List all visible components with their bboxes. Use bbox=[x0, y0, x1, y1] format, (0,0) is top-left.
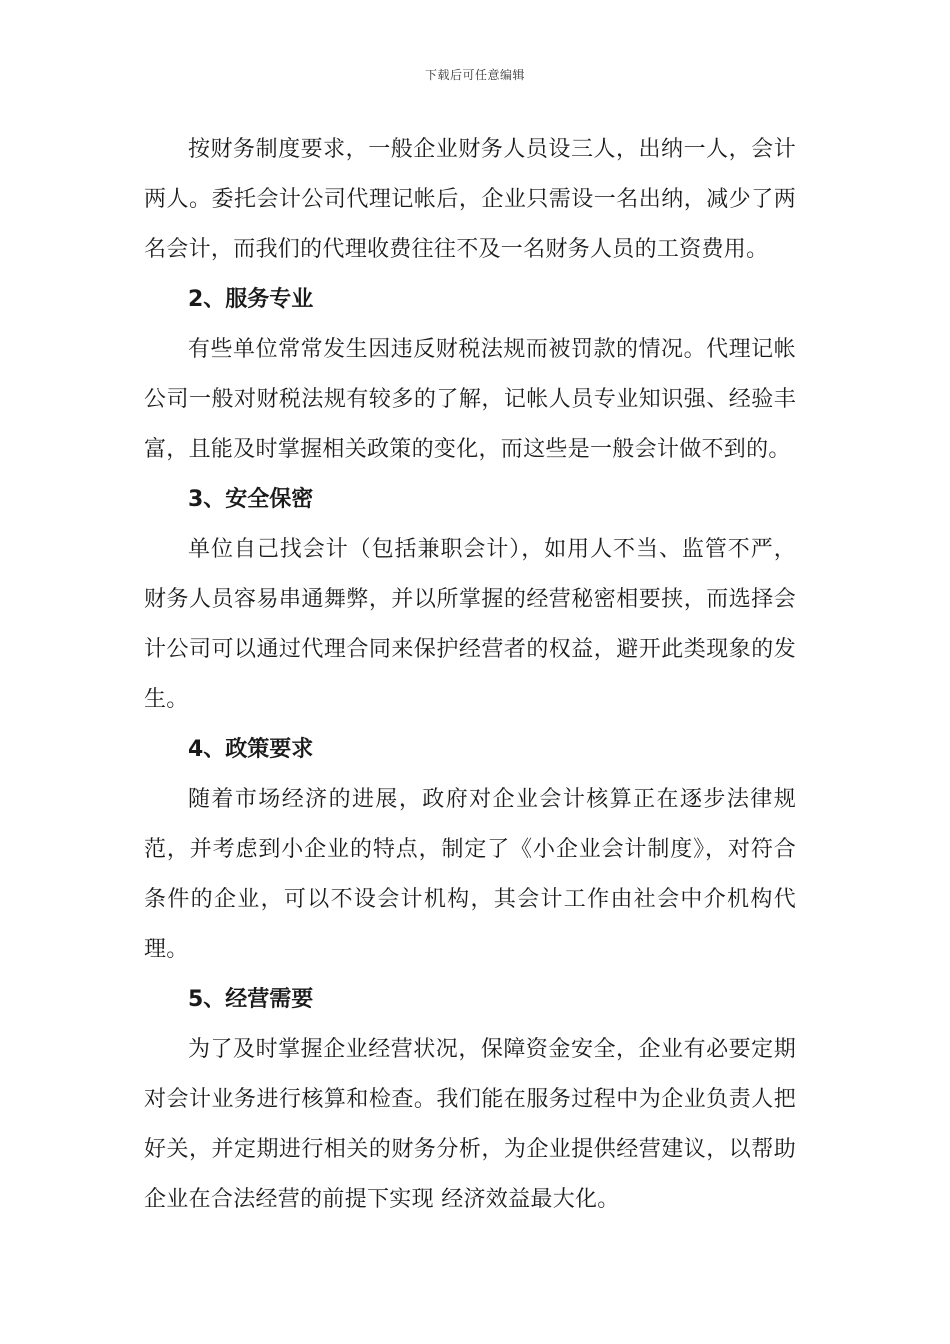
heading-security-confidentiality: 3、安全保密 bbox=[188, 487, 314, 512]
page-header-note: 下载后可任意编辑 bbox=[424, 68, 525, 82]
paragraph-policy-requirements: 随着市场经济的进展，政府对企业会计核算正在逐步法律规范，并考虑到小企业的特点，制定了《小企业会计制度》，对符合条件的企业，可以不设会计机构，其会计工作由社会中介机构代理。 bbox=[144, 787, 796, 962]
heading-business-needs: 5、经营需要 bbox=[188, 987, 314, 1012]
heading-service-professional: 2、服务专业 bbox=[188, 287, 314, 312]
paragraph-cost-saving: 按财务制度要求，一般企业财务人员设三人，出纳一人，会计两人。委托会计公司代理记帐后，企业只需设一名出纳，减少了两名会计，而我们的代理收费往往不及一名财务人员的工资费用。 bbox=[144, 137, 796, 262]
paragraph-security-confidentiality: 单位自己找会计（包括兼职会计），如用人不当、监管不严，财务人员容易串通舞弊，并以所掌握的经营秘密相要挟，而选择会计公司可以通过代理合同来保护经营者的权益，避开此类现象的发生。 bbox=[144, 537, 796, 712]
paragraph-business-needs: 为了及时掌握企业经营状况，保障资金安全，企业有必要定期对会计业务进行核算和检查。我们能在服务过程中为企业负责人把好关，并定期进行相关的财务分析，为企业提供经营建议，以帮助企业在合法经营的前提下实现 经济效益最大化。 bbox=[144, 1037, 796, 1212]
document-body bbox=[144, 125, 796, 1225]
heading-policy-requirements: 4、政策要求 bbox=[188, 737, 314, 762]
paragraph-service-professional: 有些单位常常发生因违反财税法规而被罚款的情况。代理记帐公司一般对财税法规有较多的了解，记帐人员专业知识强、经验丰富，且能及时掌握相关政策的变化，而这些是一般会计做不到的。 bbox=[144, 337, 796, 462]
